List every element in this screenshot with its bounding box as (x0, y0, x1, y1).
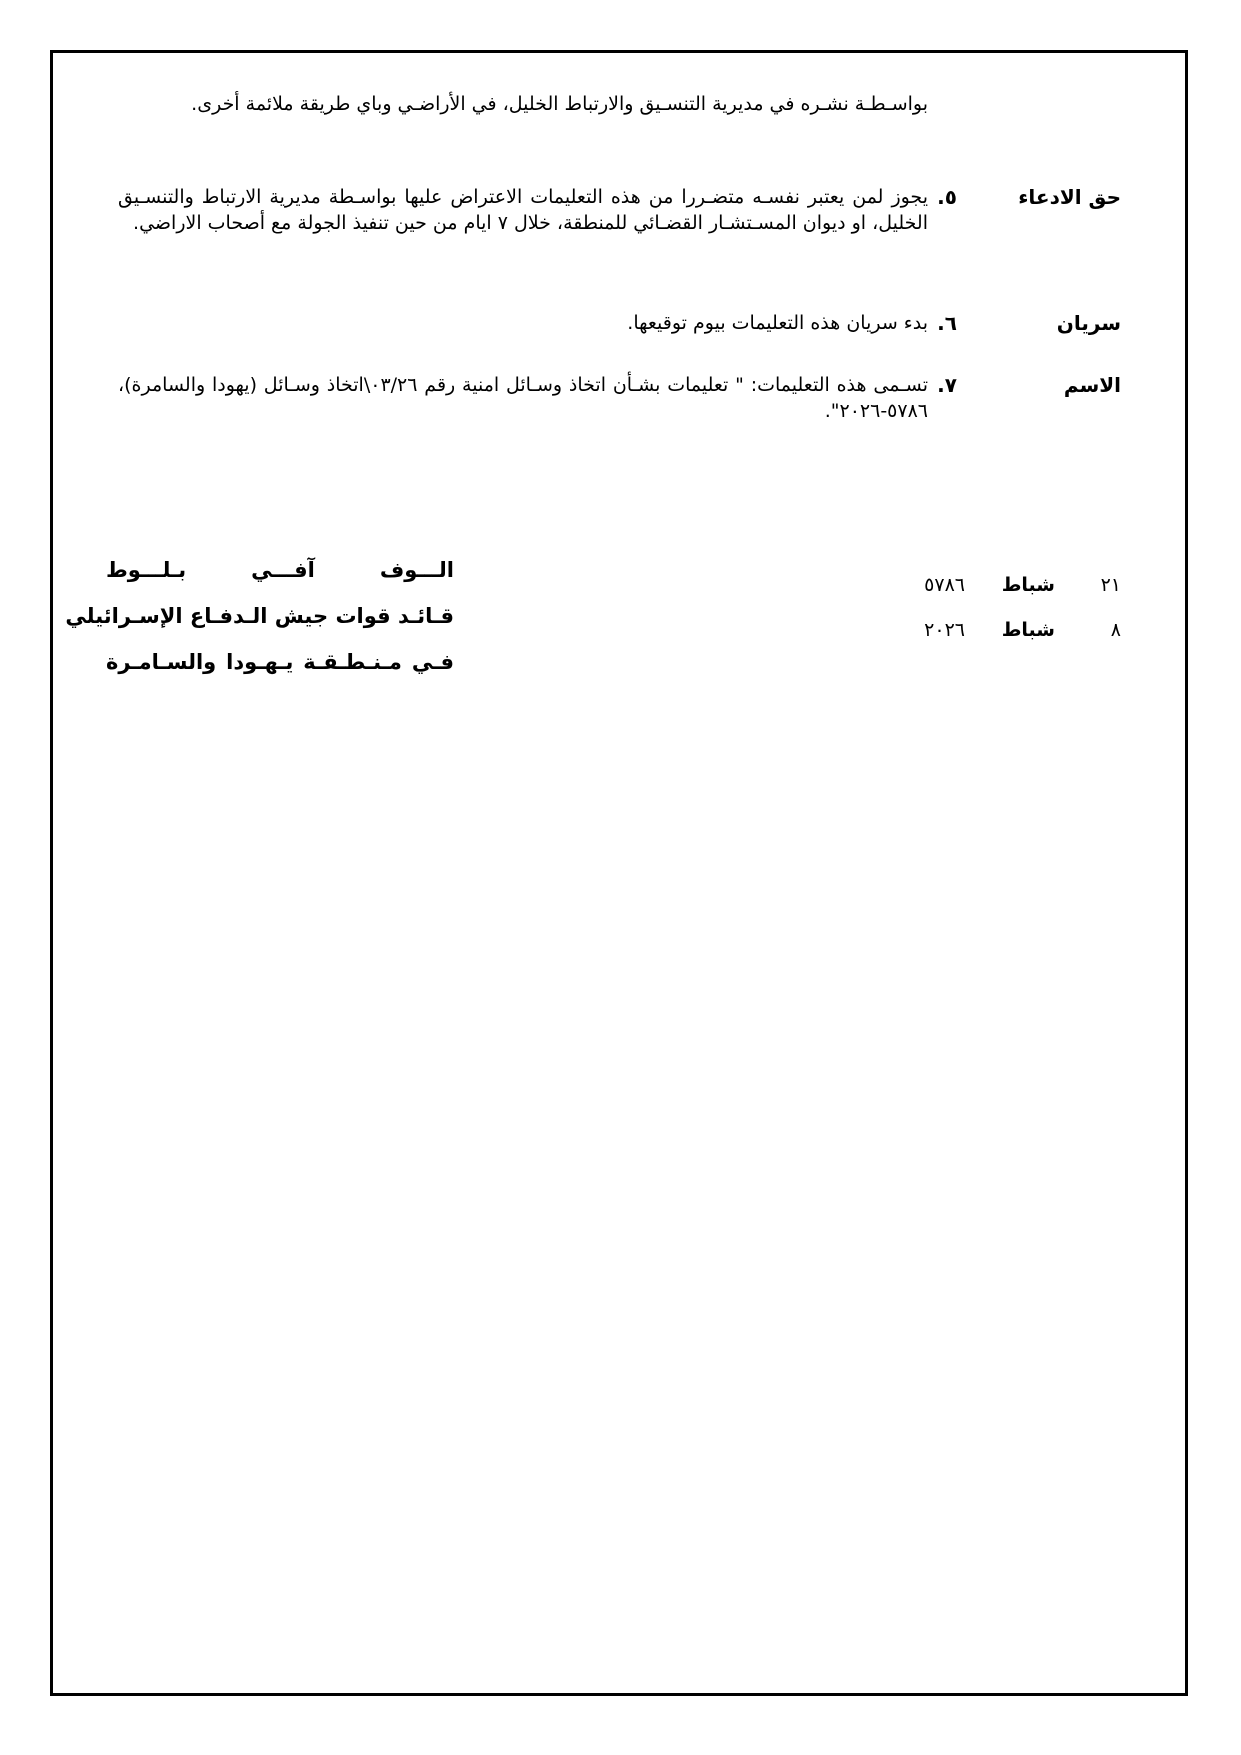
clause-text: يجوز لمن يعتبر نفسـه متضـررا من هذه التعليمات الاعتراض عليها بواسـطة مديرية الارتباط والتنسـيق الخليل، او ديوان المسـتشـار القضـائي للمنطقة، خلال ٧ ايام من حين تنفيذ الجولة مع أصحاب الاراضي. (118, 186, 928, 234)
date-year: ٥٧٨٦ (924, 574, 965, 596)
signatory-name: الـــوف آفـــي بـلـــوط (106, 558, 454, 582)
date-day: ٨ (1110, 619, 1121, 641)
date-year: ٢٠٢٦ (924, 619, 965, 641)
date-hebrew (861, 570, 1121, 600)
clause-heading: سريان (1056, 311, 1121, 335)
clause-heading: الاسم (1063, 373, 1121, 397)
continuation-paragraph: بواسـطـة نشـره في مديرية التنسـيق والارتباط الخليل، في الأراضـي وباي طريقة ملائمة أخرى. (191, 93, 928, 115)
signatory-region: فـي مـنـطـقـة يـهـودا والسـامـرة (106, 650, 454, 674)
page-border (50, 50, 1188, 1696)
date-month: شباط (1001, 574, 1055, 596)
clause-text: بدء سريان هذه التعليمات بيوم توقيعها. (627, 312, 928, 334)
date-gregorian (861, 615, 1121, 645)
signatory-title: قـائـد قوات جيش الـدفـاع الإسـرائيلي (65, 604, 454, 628)
clause-text: تسـمى هذه التعليمات: " تعليمات بشـأن اتخاذ وسـائل امنية رقم ٠٣/٢٦\اتخاذ وسـائل (يهودا والسامرة)، ٥٧٨٦-٢٠٢٦". (118, 374, 928, 422)
clause-heading: حق الادعاء (1018, 185, 1121, 209)
clause-number: ٧. (937, 373, 957, 397)
date-month: شباط (1001, 619, 1055, 641)
date-day: ٢١ (1100, 574, 1121, 596)
clause-number: ٥. (937, 185, 957, 209)
clause-number: ٦. (937, 311, 957, 335)
